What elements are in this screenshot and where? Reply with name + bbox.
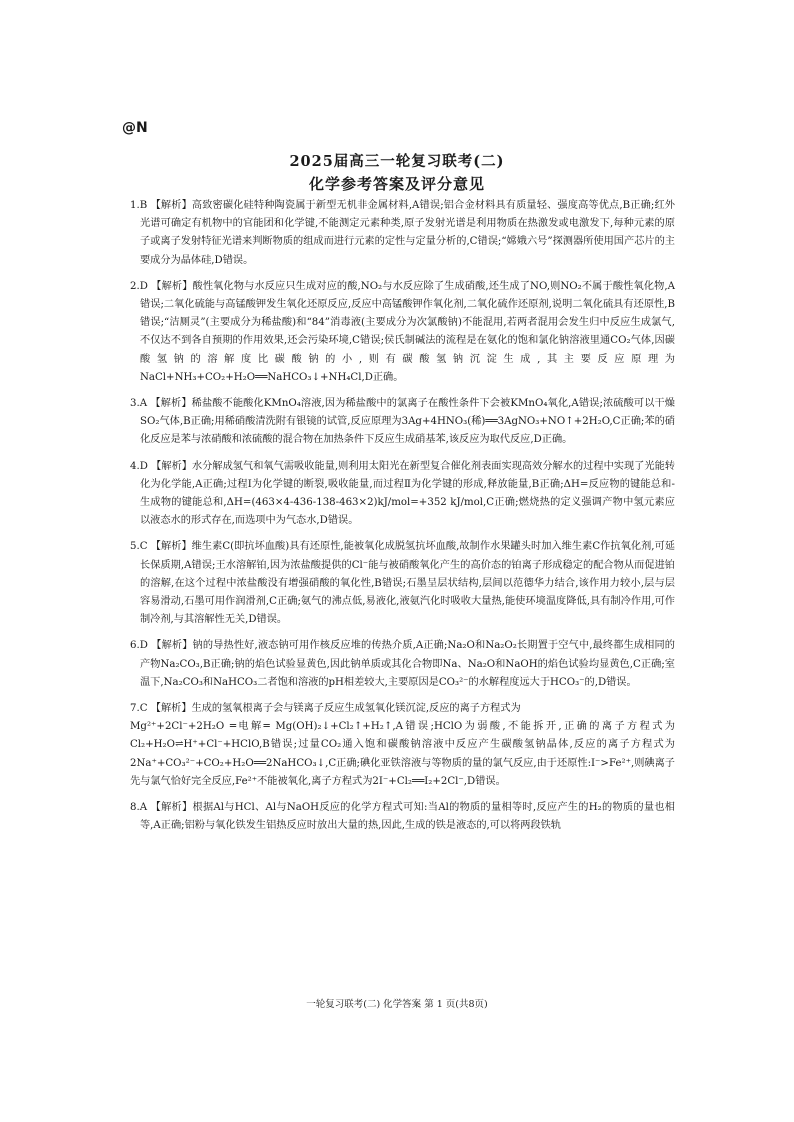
answer-item-8 xyxy=(130,799,675,835)
answer-list xyxy=(130,197,675,844)
answer-item-7 xyxy=(130,700,675,791)
answer-text: 5.C 【解析】维生素C(即抗坏血酸)具有还原性,能被氧化成脱氢抗坏血酸,故制作水果罐头时加入维生素C作抗氧化剂,可延长保质期,A错误;王水溶解铂,因为浓盐酸提供的Cl⁻能与被硝酸氧化产生的高价态的铂离子形成稳定的配合物从而促进铂的溶解,在这个过程中浓盐酸没有增强硝酸的氧化性,B错误;石墨呈层状结构,层间以范德华力结合,该作用力较小,层与层容易滑动,石墨可用作润滑剂,C正确;氨气的沸点低,易液化,液氨汽化时吸收大量热,能使环境温度降低,具有制冷作用,可作制冷剂,与其溶解性无关,D错误。 xyxy=(130,541,675,626)
answer-text: 4.D 【解析】水分解成氢气和氧气需吸收能量,则利用太阳光在新型复合催化剂表面实现高效分解水的过程中实现了光能转化为化学能,A正确;过程Ⅰ为化学键的断裂,吸收能量,而过程Ⅱ为化学键的形成,释放能量,B正确;ΔH=反应物的键能总和-生成物的键能总和,ΔH=(463×4-436-138-463×2)kJ/mol=+352 kJ/mol,C正确;燃烧热的定义强调产物中氢元素应以液态水的形式存在,而选项中为气态水,D错误。 xyxy=(130,460,675,527)
answer-item-5 xyxy=(130,538,675,629)
equation-text: Mg²⁺+2Cl⁻+2H₂O ═电解═ Mg(OH)₂↓+Cl₂↑+H₂↑,A错误;HClO为弱酸,不能拆开,正确的离子方程式为Cl₂+H₂O⇌H⁺+Cl⁻+HClO,B错误;过量CO₂通入饱和碳酸钠溶液中反应产生碳酸氢钠晶体,反应的离子方程式为2Na⁺+CO₃²⁻+CO₂+H₂O══2NaHCO₃↓,C正确;碘化亚铁溶液与等物质的量的氯气反应,由于还原性:I⁻>Fe²⁺,则碘离子先与氯气恰好完全反应,Fe²⁺不能被氧化,离子方程式为2I⁻+Cl₂══I₂+2Cl⁻,D错误。 xyxy=(130,721,675,787)
answer-text: 8.A 【解析】根据Al与HCl、Al与NaOH反应的化学方程式可知:当Al的物质的量相等时,反应产生的H₂的物质的量也相等,A正确;铝粉与氧化铁发生铝热反应时放出大量的热,因此,生成的铁是液态的,可以将两段铁轨 xyxy=(130,802,675,832)
logo: @N xyxy=(122,120,148,136)
answer-item-1 xyxy=(130,197,675,270)
answer-item-2 xyxy=(130,278,675,387)
answer-text: 2.D 【解析】酸性氧化物与水反应只生成对应的酸,NO₂与水反应除了生成硝酸,还生成了NO,则NO₂不属于酸性氧化物,A错误;二氧化硫能与高锰酸钾发生氧化还原反应,反应中高锰酸钾作氧化剂,二氧化硫作还原剂,说明二氧化硫具有还原性,B错误;“洁厕灵”(主要成分为稀盐酸)和“84”消毒液(主要成分为次氯酸钠)不能混用,若两者混用会发生归中反应生成氯气,不仅达不到各自预期的作用效果,还会污染环境,C错误;侯氏制碱法的流程是在氨化的饱和氯化钠溶液里通CO₂气体,因碳酸氢钠的溶解度比碳酸钠的小,则有碳酸氢钠沉淀生成,其主要反应原理为NaCl+NH₃+CO₂+H₂O══NaHCO₃↓+NH₄Cl,D正确。 xyxy=(130,280,675,383)
answer-item-3 xyxy=(130,395,675,450)
answer-text: 7.C 【解析】生成的氢氧根离子会与镁离子反应生成氢氧化镁沉淀,反应的离子方程式为 xyxy=(130,703,521,715)
answer-text: 3.A 【解析】稀盐酸不能酸化KMnO₄溶液,因为稀盐酸中的氯离子在酸性条件下会被KMnO₄氧化,A错误;浓硫酸可以干燥SO₂气体,B正确;用稀硝酸清洗附有银镜的试管,反应原理为3Ag+4HNO₃(稀)══3AgNO₃+NO↑+2H₂O,C正确;苯的硝化反应是苯与浓硝酸和浓硫酸的混合物在加热条件下反应生成硝基苯,该反应为取代反应,D正确。 xyxy=(130,398,675,446)
page-subtitle: 化学参考答案及评分意见 xyxy=(308,175,485,193)
page-title: 2025届高三一轮复习联考(二) xyxy=(289,153,505,170)
answer-item-6 xyxy=(130,637,675,692)
answer-text: 1.B 【解析】高致密碳化硅特种陶瓷属于新型无机非金属材料,A错误;铝合金材料具有质量轻、强度高等优点,B正确;红外光谱可确定有机物中的官能团和化学键,不能测定元素种类,原子发射光谱是利用物质在热激发或电激发下,每种元素的原子或离子发射特征光谱来判断物质的组成而进行元素的定性与定量分析的,C错误;“嫦娥六号”探测器所使用国产芯片的主要成分为晶体硅,D错误。 xyxy=(130,200,675,266)
answer-text: 6.D 【解析】钠的导热性好,液态钠可用作核反应堆的传热介质,A正确;Na₂O和Na₂O₂长期置于空气中,最终都生成相同的产物Na₂CO₃,B正确;钠的焰色试验显黄色,因此钠单质或其化合物即Na、Na₂O和NaOH的焰色试验均显黄色,C正确;室温下,Na₂CO₃和NaHCO₃二者饱和溶液的pH相差较大,主要原因是CO₃²⁻的水解程度远大于HCO₃⁻的,D错误。 xyxy=(130,640,675,688)
page-footer: 一轮复习联考(二) 化学答案 第 1 页(共8页) xyxy=(306,999,488,1010)
answer-item-4 xyxy=(130,458,675,531)
